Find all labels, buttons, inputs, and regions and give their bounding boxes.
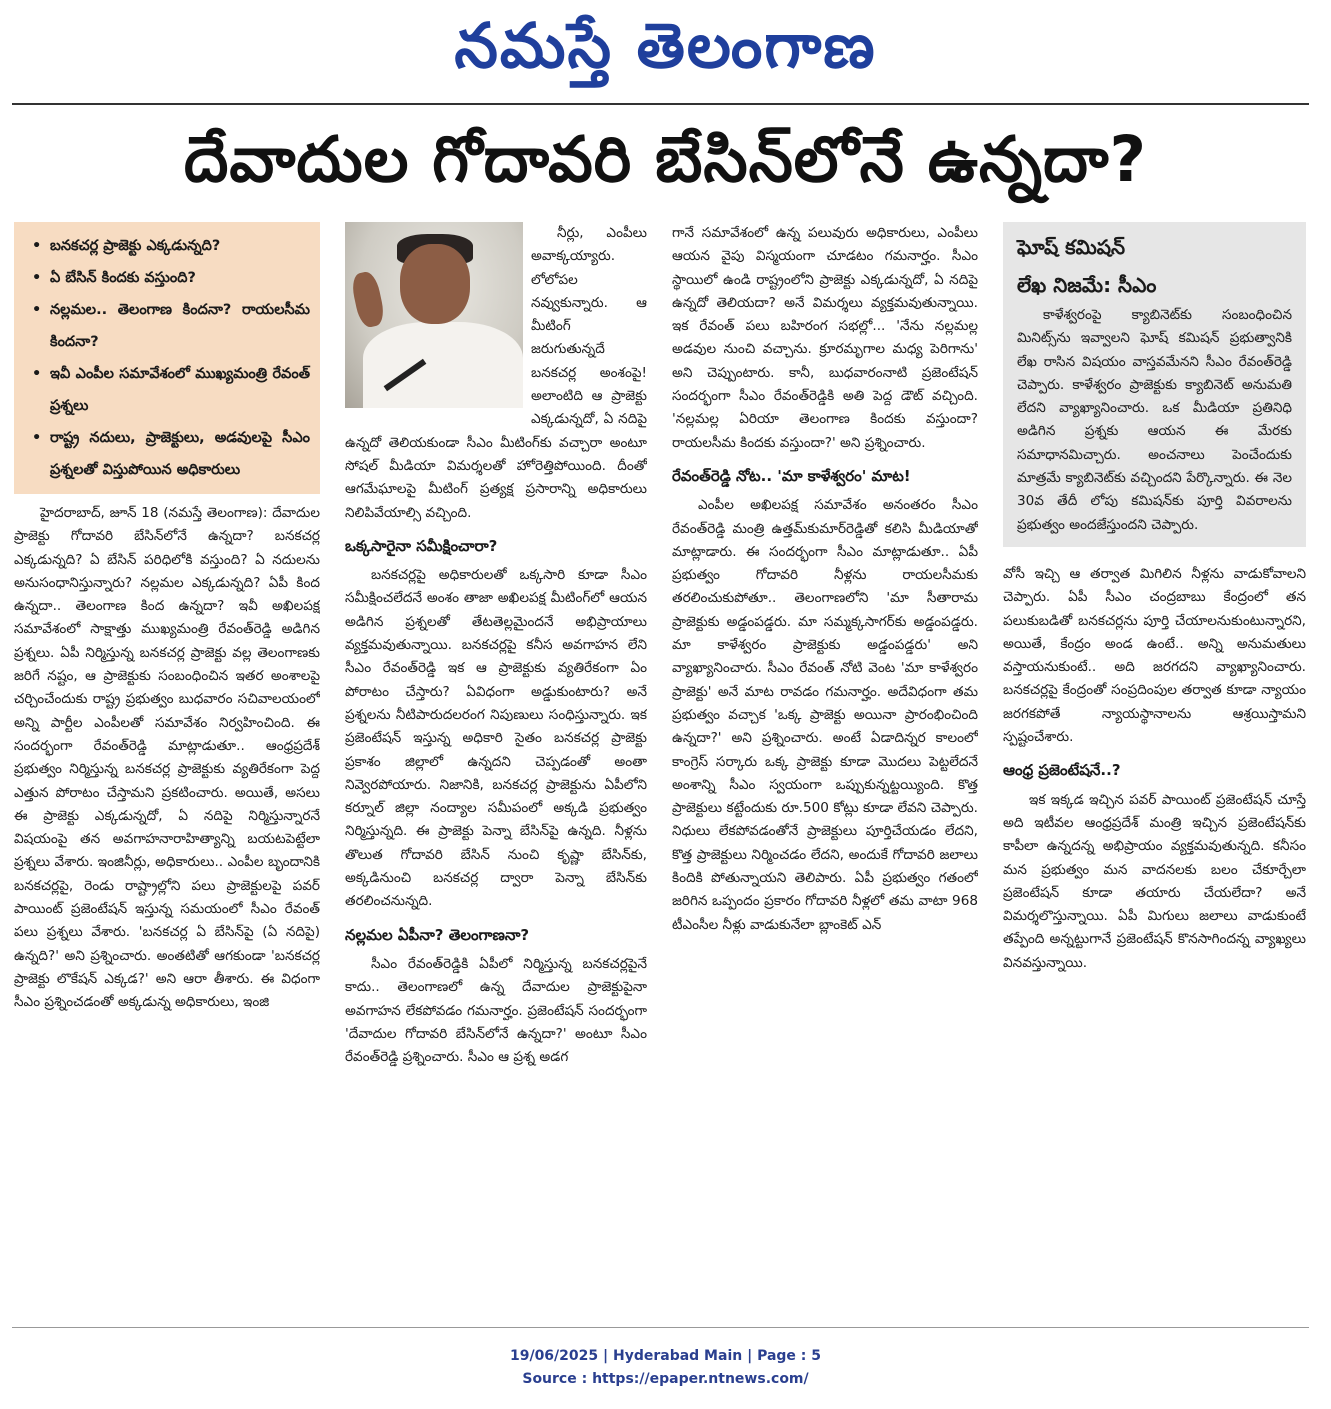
- footer-source-link[interactable]: Source : https://epaper.ntnews.com/: [522, 1371, 809, 1387]
- article-body-text: నీర్లు, ఎంపీలు అవాక్కయ్యారు. లోలోపల నవ్వుకున్నారు. ఆ మీటింగ్ జరుగుతున్నదే బనకచర్ల అంశంపై! అలాంటిది ఆ ప్రాజెక్టు ఎక్కడున్నదో, ఏ నదిపై ఉన్నదో తెలియకుండా సీఎం మీటింగ్‌కు వచ్చారా అంటూ సోషల్ మీడియా విమర్శలతో హోరెత్తిపోయింది. దీంతో ఆగమేఘాలపై మీటింగ్ ప్రత్యక్ష ప్రసారాన్ని అధికారులు నిలిపివేయాల్సి వచ్చింది.: [345, 225, 647, 521]
- highlight-bullet: • నల్లమల.. తెలంగాణ కిందనా? రాయలసీమ కిందనా?: [30, 294, 310, 358]
- column-1: [14, 222, 320, 1322]
- section-subheading: నల్లమల ఏపీనా? తెలంగాణనా?: [345, 925, 530, 944]
- article-body-text: బనకచర్లపై అధికారులతో ఒక్కసారి కూడా సీఎం సమీక్షించలేదనే అంశం తాజా అఖిలపక్ష మీటింగ్‌లో ఆయన అడిగిన ప్రశ్నలతో తేటతెల్లమైందనే అభిప్రాయాలు వ్యక్తమవుతున్నాయి. బనకచర్లపై కనీస అవగాహన లేని సీఎం రేవంత్‌రెడ్డి ఇక ఆ ప్రాజెక్టుకు వ్యతిరేకంగా ఏం పోరాటం చేస్తారు? ఏవిధంగా అడ్డుకుంటారు? అనే ప్రశ్నలను నీటిపారుదలరంగ నిపుణులు సంధిస్తున్నారు. ఇక ప్రజెంటేషన్ ఇస్తున్న అధికారి సైతం బనకచర్ల ప్రాజెక్టు ప్రకాశం జిల్లాలో ఉన్నదని చెప్పడంతో అంతా నివ్వెరపోయారు. నిజానికి, బనకచర్ల ప్రాజెక్టును ఏపీలోని కర్నూల్ జిల్లా నంద్యాల సమీపంలో అక్కడి ప్రభుత్వం నిర్మిస్తున్నది. ఈ ప్రాజెక్టు పెన్నా బేసిన్‌పై ఉన్నది. నీళ్లను తొలుత గోదావరి బేసిన్ నుంచి కృష్ణా బేసిన్‌కు, అక్కడినుంచి బనకచర్ల ద్వారా పెన్నా బేసిన్‌కు తరలించనున్నది.: [345, 567, 647, 910]
- article-body-text: ఎంపీల అఖిలపక్ష సమావేశం అనంతరం సీఎం రేవంత్‌రెడ్డి మంత్రి ఉత్తమ్‌కుమార్‌రెడ్డితో కలిసి మీడియాతో మాట్లాడారు. ఈ సందర్భంగా సీఎం మాట్లాడుతూ.. ఏపీ ప్రభుత్వం గోదావరి నీళ్లను రాయలసీమకు తరలించుకుపోతూ.. తెలంగాణలోని 'మా సీతారామ ప్రాజెక్టుకు అడ్డంపడ్డరు. మా సమ్మక్కసాగర్‌కు అడ్డంపడ్డరు. మా కాళేశ్వరం ప్రాజెక్టుకు అడ్డంపడ్డరు' అని వ్యాఖ్యానించారు. సీఎం రేవంత్ నోటి వెంట 'మా కాళేశ్వరం ప్రాజెక్టు' అనే మాట రావడం గమనార్హం. అదేవిధంగా తమ ప్రభుత్వం వచ్చాక 'ఒక్క ప్రాజెక్టు అయినా ప్రారంభించింది ఉన్నదా?' అని ప్రశ్నించారు. అంటే ఏడాదిన్నర కాలంలో కాంగ్రెస్ సర్కారు ఒక్క ప్రాజెక్టు కూడా మొదలు పెట్టలేదనే అంశాన్ని సీఎం స్వయంగా ఒప్పుకున్నట్టయ్యింది. కొత్త ప్రాజెక్టులు కట్టేందుకు రూ.500 కోట్లు కూడా లేవని చెప్పారు. నిధులు లేకపోవడంతోనే ప్రాజెక్టులు పూర్తిచేయడం లేదని, కొత్త ప్రాజెక్టులు నిర్మించడం లేదని, అందుకే గోదావరి జలాలు కిందికి పోతున్నాయని తెలిపారు. ఏపీ ప్రభుత్వం గతంలో జరిగిన ఒప్పందం ప్రకారం గోదావరి నీళ్లలో తమ వాటా 968 టీఎంసీల నీళ్లు వాడుకునేలా బ్లాంకెట్ ఎన్: [672, 497, 978, 933]
- article-body-text: వోసీ ఇచ్చి ఆ తర్వాత మిగిలిన నీళ్లను వాడుకోవాలని చెప్పారు. ఏపీ సీఎం చంద్రబాబు కేంద్రంలో తన పలుకుబడితో బనకచర్లను పూర్తి చేయాలనుకుంటున్నారని, అయితే, కేంద్రం అండ ఉంటే.. అన్ని అనుమతులు వస్తాయనుకుంటే.. అది జరగదని వ్యాఖ్యానించారు. బనకచర్లపై కేంద్రంతో సంప్రదింపుల తర్వాత కూడా న్యాయం జరగకపోతే న్యాయస్థానాలను ఆశ్రయిస్తామని స్పష్టంచేశారు.: [1003, 565, 1306, 746]
- cm-photo: [345, 222, 523, 408]
- highlight-box: [14, 222, 320, 494]
- box-heading: లేఖ నిజమే: సీఎం: [1017, 273, 1157, 297]
- article-body-text: హైదరాబాద్, జూన్ 18 (నమస్తే తెలంగాణ): దేవాదుల ప్రాజెక్టు గోదావరి బేసిన్‌లోనే ఉన్నదా? బనకచర్ల ఎక్కడున్నది? ఏ బేసిన్ పరిధిలోకి వస్తుంది? ఏ నదులను అనుసంధానిస్తున్నారు? నల్లమల ఎక్కడున్నది? ఏపీ కింద ఉన్నదా.. తెలంగాణ కింద ఉన్నదా? ఇవీ అఖిలపక్ష సమావేశంలో సాక్షాత్తు ముఖ్యమంత్రి రేవంత్‌రెడ్డి అడిగిన ప్రశ్నలు. ఏపీ నిర్మిస్తున్న బనకచర్ల ప్రాజెక్టు వల్ల తెలంగాణకు జరిగే నష్టం, ఆ ప్రాజెక్టుకు సంబంధించిన ఇతర అంశాలపై చర్చించేందుకు రాష్ట్ర ప్రభుత్వం బుధవారం సచివాలయంలో అన్ని పార్టీల ఎంపీలతో సమావేశం నిర్వహించింది. ఈ సందర్భంగా రేవంత్‌రెడ్డి మాట్లాడుతూ.. ఆంధ్రప్రదేశ్ ప్రభుత్వం నిర్మిస్తున్న బనకచర్ల ప్రాజెక్టుకు వ్యతిరేకంగా పెద్ద ఎత్తున పోరాటం చేస్తామని ప్రకటించారు. అయితే, అసలు ఈ ప్రాజెక్టు ఎక్కడున్నదో, ఏ నదిపై నిర్మిస్తున్నారనే విషయంపై తన అవగాహనారాహిత్యాన్ని బయటపెట్టేలా ప్రశ్నలు వేశారు. ఇంజినీర్లు, అధికారులు.. ఎంపీల బృందానికి బనకచర్లపై, రెండు రాష్ట్రాల్లోని పలు ప్రాజెక్టులపై పవర్ పాయింట్ ప్రజెంటేషన్ ఇస్తున్న సమయంలో సీఎం రేవంత్ పలు ప్రశ్నలు వేశారు. 'బనకచర్ల ఏ బేసిన్‌పై (ఏ నదిపై) ఉన్నది?' అని ప్రశ్నించారు. అంతటితో ఆగకుండా 'బనకచర్ల ప్రాజెక్టు లొకేషన్ ఎక్కడ?' అని ఆరా తీశారు. ఈ విధంగా సీఎం ప్రశ్నించడంతో అక్కడున్న అధికారులు, ఇంజి: [14, 505, 320, 1011]
- article-headline: దేవాదుల గోదావరి బేసిన్‌లోనే ఉన్నదా?: [183, 123, 1148, 196]
- article-body-text: గానే సమావేశంలో ఉన్న పలువురు అధికారులు, ఎంపీలు ఆయన వైపు విస్మయంగా చూడటం గమనార్హం. సీఎం స్థాయిలో ఉండి రాష్ట్రంలోని ప్రాజెక్టు ఎక్కడున్నదో, ఏ నదిపై ఉన్నదో తెలియదా? అనే విమర్శలు వ్యక్తమవుతున్నాయి. ఇక రేవంత్ పలు బహిరంగ సభల్లో... 'నేను నల్లమల్ల అడవుల నుంచి వచ్చాను. క్రూరమృగాల మధ్య పెరిగాను' అని చెప్పుంటారు. కానీ, బుధవారంనాటి ప్రజెంటేషన్ సందర్భంగా సీఎం రేవంత్‌రెడ్డికి అతి పెద్ద డౌట్ వచ్చింది. 'నల్లమల్ల ఏరియా తెలంగాణ కిందకు వస్తుందా? రాయలసీమ కిందకు వస్తుందా?' అని ప్రశ్నించారు.: [672, 225, 978, 451]
- highlight-bullet: • ఇవీ ఎంపీల సమావేశంలో ముఖ్యమంత్రి రేవంత్ ప్రశ్నలు: [30, 358, 310, 422]
- highlight-bullet: • రాష్ట్ర నదులు, ప్రాజెక్టులు, అడవులపై సీఎం ప్రశ్నలతో విస్తుపోయిన అధికారులు: [30, 422, 310, 486]
- section-subheading: రేవంత్‌రెడ్డి నోట.. 'మా కాళేశ్వరం' మాట!: [672, 466, 911, 485]
- article-body-text: సీఎం రేవంత్‌రెడ్డికి ఏపీలో నిర్మిస్తున్న బనకచర్లపైనే కాదు.. తెలంగాణలో ఉన్న దేవాదుల ప్రాజెక్టుపైనా అవగాహన లేకపోవడం గమనార్హం. ప్రజెంటేషన్ సందర్భంగా 'దేవాదుల గోదావరి బేసిన్‌లోనే ఉన్నదా?' అంటూ సీఎం రేవంత్‌రెడ్డి ప్రశ్నించారు. సీఎం ఆ ప్రశ్న అడగ: [345, 955, 647, 1066]
- footer-date-edition: 19/06/2025 | Hyderabad Main | Page : 5: [509, 1348, 822, 1364]
- box-heading: ఘోష్ కమిషన్: [1017, 235, 1126, 259]
- column-4: [1003, 222, 1306, 1322]
- sidebar-news-box: [1003, 222, 1306, 547]
- newspaper-masthead: నమస్తే తెలంగాణ: [454, 9, 877, 82]
- section-subheading: ఆంధ్ర ప్రజెంటేషనే..?: [1003, 761, 1121, 780]
- highlight-bullet: • బనకచర్ల ప్రాజెక్టు ఎక్కడున్నది?: [30, 230, 310, 262]
- column-3: [672, 222, 978, 1322]
- column-2: [345, 222, 647, 1322]
- box-body-text: కాళేశ్వరంపై క్యాబినెట్‌కు సంబంధించిన మినిట్స్‌ను ఇవ్వాలని ఘోష్ కమిషన్ ప్రభుత్వానికి లేఖ రాసిన విషయం వాస్తవమేనని సీఎం రేవంత్‌రెడ్డి చెప్పారు. కాళేశ్వరం ప్రాజెక్టుకు క్యాబినెట్ అనుమతి లేదని వ్యాఖ్యానించారు. ఒక మీడియా ప్రతినిధి అడిగిన ప్రశ్నకు ఆయన ఈ మేరకు సమాధానమిచ్చారు. అంచనాలు పెంచేందుకు మాత్రమే క్యాబినెట్‌కు వచ్చిందని పేర్కొన్నారు. ఈ నెల 30వ తేదీ లోపు కమిషన్‌కు పూర్తి వివరాలను ప్రభుత్వం అందజేస్తుందని చెప్పారు.: [1017, 307, 1292, 533]
- section-subheading: ఒక్కసారైనా సమీక్షించారా?: [345, 536, 498, 555]
- article-body-text: ఇక ఇక్కడ ఇచ్చిన పవర్ పాయింట్ ప్రజెంటేషన్ చూస్తే అది ఇటీవల ఆంధ్రప్రదేశ్ మంత్రి ఇచ్చిన ప్రజెంటేషన్‌కు కాపీలా ఉన్నదన్న అభిప్రాయం వ్యక్తమవుతున్నది. కనీసం మన ప్రభుత్వం మన వాదనలకు బలం చేకూర్చేలా ప్రజెంటేషన్ కూడా తయారు చేయలేదా? అనే విమర్శలొస్తున్నాయి. ఏపీ మిగులు జలాలు వాడుకుంటే తప్పేంది అన్నట్టుగానే ప్రజెంటేషన్ కొనసాగిందన్న వ్యాఖ్యలు వినవస్తున్నాయి.: [1003, 791, 1306, 971]
- highlight-bullet: • ఏ బేసిన్ కిందకు వస్తుంది?: [30, 262, 310, 294]
- masthead-divider: [12, 103, 1309, 105]
- footer-divider: [12, 1327, 1309, 1328]
